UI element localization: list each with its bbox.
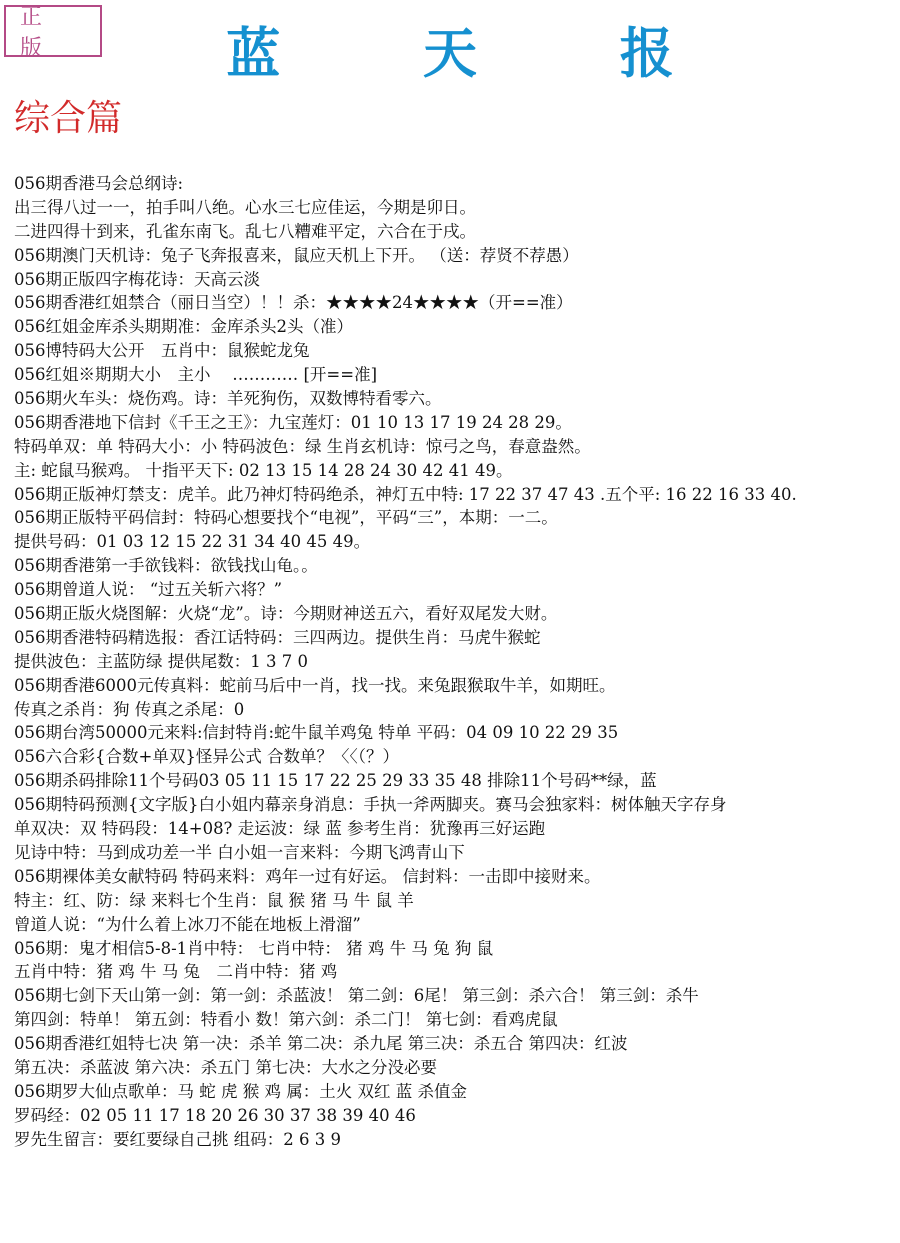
content-line: 056红姐金库杀头期期准：金库杀头2头（准） [14, 317, 353, 337]
content-line: 056期澳门天机诗：兔子飞奔报喜来，鼠应天机上下开。 （送：荐贤不荐愚） [14, 245, 579, 265]
content-line: 056期七剑下天山第一剑：第一剑：杀蓝波！ 第二剑：6尾！ 第三剑：杀六合！ 第三剑：杀牛 [14, 986, 699, 1006]
content-line: 第五决：杀蓝波 第六决：杀五门 第七决：大水之分没必要 [14, 1057, 437, 1077]
content-line: 056期曾道人说： “过五关斩六将？” [14, 580, 283, 600]
content-line: 056期火车头：烧伤鸡。诗：羊死狗伤，双数博特看零六。 [14, 389, 442, 409]
content-line: 曾道人说：“为什么着上冰刀不能在地板上滑溜” [14, 914, 361, 934]
content-lines [14, 172, 898, 1152]
content-line: 五肖中特：猪 鸡 牛 马 兔 二肖中特：猪 鸡 [14, 962, 338, 982]
section-heading: 综合篇 [14, 98, 123, 139]
content-line: 056期香港红姐禁合（丽日当空）！！杀：★★★★24★★★★（开==准） [14, 293, 573, 313]
content-line: 056六合彩{合数+单双}怪异公式 合数单？〈〈（？） [14, 747, 400, 767]
content-line: 056期正版火烧图解：火烧“龙”。诗：今期财神送五六，看好双尾发大财。 [14, 604, 558, 624]
content-line: 提供波色：主蓝防绿 提供尾数：1 3 7 0 [14, 651, 308, 671]
content-line: 056博特码大公开 五肖中：鼠猴蛇龙兔 [14, 341, 310, 361]
content-line: 056期正版特平码信封：特码心想要找个“电视”，平码“三”，本期：一二。 [14, 508, 558, 528]
content-line: 056期台湾50000元来料:信封特肖:蛇牛鼠羊鸡兔 特单 平码：04 09 10 22 29 35 [14, 723, 619, 743]
content-line: 056期香港红姐特七决 第一决：杀羊 第二决：杀九尾 第三决：杀五合 第四决：红波 [14, 1034, 628, 1054]
content-line: 单双决：双 特码段：14+08? 走运波：绿 蓝 参考生肖：犹豫再三好运跑 [14, 819, 546, 839]
content-line: 二进四得十到来，孔雀东南飞。乱七八糟难平定，六合在于戌。 [14, 221, 476, 241]
content-line: 056期香港马会总纲诗: [14, 174, 184, 193]
page-title: 蓝 天 报 [226, 21, 736, 85]
content-line: 056期香港特码精选报：香江话特码：三四两边。提供生肖：马虎牛猴蛇 [14, 627, 541, 647]
content-line: 传真之杀肖：狗 传真之杀尾：0 [14, 699, 245, 719]
content-line: 056期特码预测{文字版}白小姐内幕亲身消息：手执一斧两脚夹。赛马会独家料：树体触天字存身 [14, 795, 727, 815]
content-line: 056期香港第一手欲钱料：欲钱找山龟。。 [14, 556, 318, 576]
content-line: 特码单双：单 特码大小：小 特码波色：绿 生肖玄机诗：惊弓之鸟，春意盎然。 [14, 436, 591, 456]
content-line: 056红姐※期期大小 主小 ………… [开==准] [14, 365, 378, 385]
content-line: 056期裸体美女献特码 特码来料：鸡年一过有好运。 信封料：一击即中接财来。 [14, 866, 601, 886]
content-line: 罗先生留言：要红要绿自己挑 组码：2 6 3 9 [14, 1129, 341, 1149]
content-line: 提供号码：01 03 12 15 22 31 34 40 45 49。 [14, 532, 371, 552]
content-line: 056期香港6000元传真料：蛇前马后中一肖，找一找。来兔跟猴取牛羊，如期旺。 [14, 675, 616, 695]
content-line: 第四剑：特单！ 第五剑：特看小 数！第六剑：杀二门！ 第七剑：看鸡虎鼠 [14, 1010, 558, 1030]
content-line: 056期：鬼才相信5-8-1肖中特： 七肖中特： 猪 鸡 牛 马 兔 狗 鼠 [14, 938, 494, 958]
content-line: 056期杀码排除11个号码03 05 11 15 17 22 25 29 33 35 48 排除11个号码**绿，蓝 [14, 771, 657, 791]
content-line: 见诗中特：马到成功差一半 白小姐一言来料：今期飞鸿青山下 [14, 842, 465, 862]
content-line: 罗码经：02 05 11 17 18 20 26 30 37 38 39 40 46 [14, 1105, 416, 1125]
edition-badge: 正 版 [4, 5, 102, 57]
content-line: 主: 蛇鼠马猴鸡。 十指平天下: 02 13 15 14 28 24 30 42 41 49。 [14, 460, 513, 480]
content-line: 056期正版四字梅花诗：天高云淡 [14, 269, 260, 289]
content-line: 056期罗大仙点歌单：马 蛇 虎 猴 鸡 属：土火 双红 蓝 杀值金 [14, 1081, 467, 1101]
content-line: 出三得八过一一，拍手叫八绝。心水三七应佳运，今期是卯日。 [14, 197, 476, 217]
content-line: 056期香港地下信封《千王之王》：九宝莲灯：01 10 13 17 19 24 28 29。 [14, 412, 572, 432]
content-line: 特主：红、防：绿 来料七个生肖：鼠 猴 猪 马 牛 鼠 羊 [14, 890, 414, 910]
content-line: 056期正版神灯禁支：虎羊。此乃神灯特码绝杀，神灯五中特: 17 22 37 47 43 .五个平: 16 22 16 33 40. [14, 484, 797, 504]
